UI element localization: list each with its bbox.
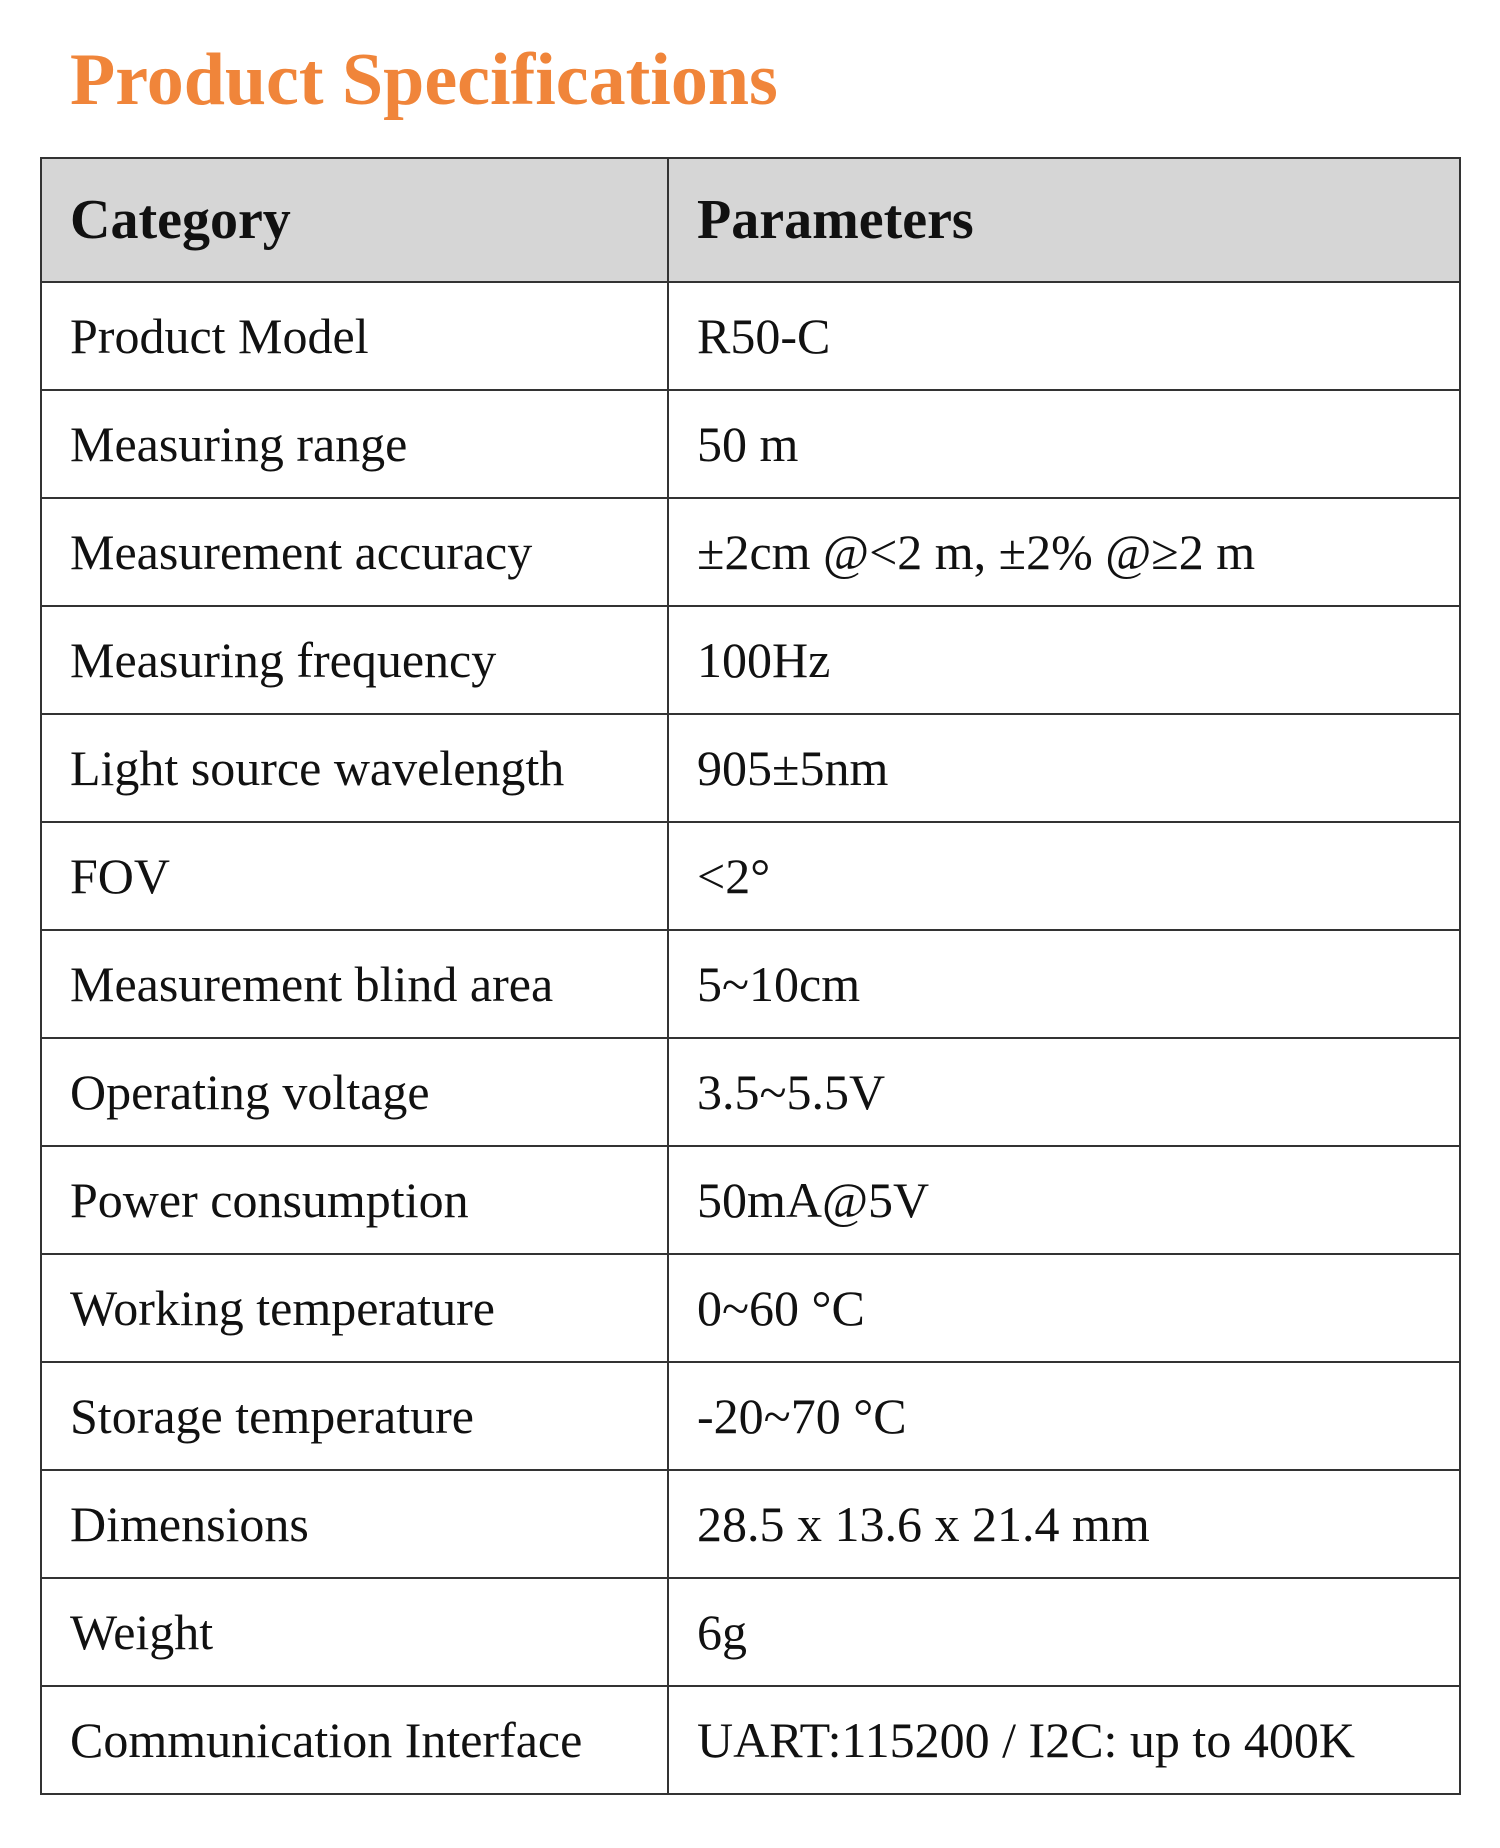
- table-header-row: [41, 158, 1460, 282]
- table-row: [41, 714, 1460, 822]
- table-row: [41, 1578, 1460, 1686]
- row-value: 6g: [668, 1578, 1460, 1686]
- column-header-category: Category: [41, 158, 668, 282]
- table-row: [41, 606, 1460, 714]
- row-category: Measurement blind area: [41, 930, 668, 1038]
- table-row: [41, 1146, 1460, 1254]
- page-title: Product Specifications: [70, 39, 778, 121]
- row-value: <2°: [668, 822, 1460, 930]
- row-category: Measuring range: [41, 390, 668, 498]
- row-value: 5~10cm: [668, 930, 1460, 1038]
- row-category: Working temperature: [41, 1254, 668, 1362]
- table-row: [41, 390, 1460, 498]
- row-value: 50 m: [668, 390, 1460, 498]
- row-value: 0~60 °C: [668, 1254, 1460, 1362]
- row-category: FOV: [41, 822, 668, 930]
- row-category: Storage temperature: [41, 1362, 668, 1470]
- row-category: Communication Interface: [41, 1686, 668, 1794]
- column-header-parameters: Parameters: [668, 158, 1460, 282]
- row-category: Measuring frequency: [41, 606, 668, 714]
- row-value: R50-C: [668, 282, 1460, 390]
- row-category: Product Model: [41, 282, 668, 390]
- row-category: Light source wavelength: [41, 714, 668, 822]
- table-row: [41, 1038, 1460, 1146]
- row-value: UART:115200 / I2C: up to 400K: [668, 1686, 1460, 1794]
- spec-table: [40, 157, 1461, 1795]
- table-row: [41, 822, 1460, 930]
- row-category: Measurement accuracy: [41, 498, 668, 606]
- row-value: ±2cm @<2 m, ±2% @≥2 m: [668, 498, 1460, 606]
- row-value: 28.5 x 13.6 x 21.4 mm: [668, 1470, 1460, 1578]
- row-category: Operating voltage: [41, 1038, 668, 1146]
- table-row: [41, 498, 1460, 606]
- row-value: 3.5~5.5V: [668, 1038, 1460, 1146]
- table-row: [41, 1254, 1460, 1362]
- table-row: [41, 1470, 1460, 1578]
- row-value: 50mA@5V: [668, 1146, 1460, 1254]
- table-row: [41, 282, 1460, 390]
- table-row: [41, 930, 1460, 1038]
- row-value: -20~70 °C: [668, 1362, 1460, 1470]
- row-category: Dimensions: [41, 1470, 668, 1578]
- row-category: Power consumption: [41, 1146, 668, 1254]
- table-row: [41, 1686, 1460, 1794]
- row-value: 905±5nm: [668, 714, 1460, 822]
- row-category: Weight: [41, 1578, 668, 1686]
- row-value: 100Hz: [668, 606, 1460, 714]
- table-row: [41, 1362, 1460, 1470]
